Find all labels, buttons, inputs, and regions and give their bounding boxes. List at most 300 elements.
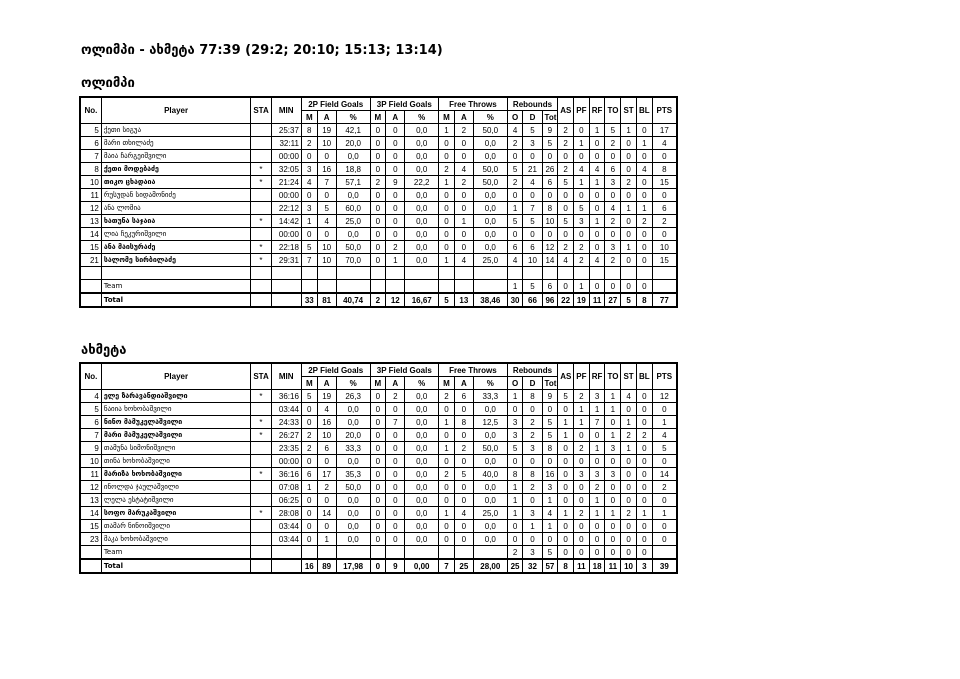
total-stat-p3p: 16,67 (405, 293, 439, 307)
stat-to: 0 (605, 189, 621, 202)
starter-mark (251, 403, 271, 416)
stat-tot: 5 (542, 416, 558, 429)
empty-cell (271, 280, 301, 294)
header-rebounds: Rebounds (507, 363, 558, 377)
stat-o: 3 (507, 416, 523, 429)
total-stat-st: 5 (621, 293, 637, 307)
minutes: 21:24 (271, 176, 301, 189)
stat-tot: 0 (542, 150, 558, 163)
stat-d: 5 (523, 124, 542, 137)
empty-cell (386, 280, 405, 294)
empty-cell (301, 280, 317, 294)
stat-pf: 2 (574, 390, 590, 403)
stat-p2a: 0 (317, 455, 336, 468)
player-number: 14 (80, 228, 101, 241)
total-row (80, 559, 677, 573)
subheader-a: A (386, 111, 405, 124)
stat-to: 4 (605, 202, 621, 215)
stat-as: 0 (558, 481, 574, 494)
empty-cell (439, 280, 455, 294)
stat-p2p: 18,8 (336, 163, 370, 176)
stat-tot: 5 (542, 137, 558, 150)
stat-p3a: 0 (386, 189, 405, 202)
stat-p3m: 0 (370, 202, 386, 215)
stat-st: 0 (621, 189, 637, 202)
stat-fta: 0 (454, 494, 473, 507)
stat-p3a: 0 (386, 150, 405, 163)
stat-pf: 1 (574, 176, 590, 189)
player-name: ლელა ესტატიშვილი (101, 494, 251, 507)
player-row (80, 176, 677, 189)
stat-p3a: 0 (386, 494, 405, 507)
stat-p3m: 0 (370, 455, 386, 468)
stat-p2m: 0 (301, 507, 317, 520)
stat-p3m: 0 (370, 468, 386, 481)
player-name: თიკო ცხადაია (101, 176, 251, 189)
stat-p2p: 0,0 (336, 494, 370, 507)
stat-fta: 0 (454, 455, 473, 468)
player-row (80, 468, 677, 481)
stat-rf: 0 (589, 189, 605, 202)
total-stat-p3m: 0 (370, 559, 386, 573)
stat-to: 6 (605, 163, 621, 176)
player-name: რუსუდან სიდამონიძე (101, 189, 251, 202)
stat-tot: 8 (542, 202, 558, 215)
player-name: ხათუნა საჯაია (101, 215, 251, 228)
stat-p2a: 4 (317, 215, 336, 228)
stat-p3p: 0,0 (405, 429, 439, 442)
stat-d: 2 (523, 481, 542, 494)
stat-pts: 0 (652, 494, 677, 507)
player-name: ანა ლომია (101, 202, 251, 215)
empty-cell (386, 267, 405, 280)
stat-pts: 2 (652, 215, 677, 228)
total-stat-ftm: 5 (439, 293, 455, 307)
stat-st: 0 (621, 481, 637, 494)
stat-to: 2 (605, 215, 621, 228)
stat-fta: 0 (454, 228, 473, 241)
stat-pts: 4 (652, 137, 677, 150)
player-row (80, 455, 677, 468)
stat-d: 3 (523, 137, 542, 150)
minutes: 32:05 (271, 163, 301, 176)
stat-p2p: 50,0 (336, 481, 370, 494)
stat-ftm: 2 (439, 390, 455, 403)
stat-pts: 0 (652, 520, 677, 533)
stat-o: 2 (507, 176, 523, 189)
stat-p2a: 16 (317, 416, 336, 429)
player-number: 11 (80, 189, 101, 202)
empty-cell (454, 280, 473, 294)
player-name: მარი თხილაძე (101, 137, 251, 150)
player-row (80, 137, 677, 150)
starter-mark: * (251, 215, 271, 228)
stat-st: 0 (621, 533, 637, 546)
starter-mark (251, 189, 271, 202)
stat-as: 0 (558, 150, 574, 163)
stat-to: 0 (605, 150, 621, 163)
stat-bl: 0 (636, 520, 652, 533)
stat-bl: 0 (636, 468, 652, 481)
stat-p2a: 4 (317, 403, 336, 416)
player-name: ნინო მამუკელაშვილი (101, 416, 251, 429)
stat-pts: 15 (652, 176, 677, 189)
stat-bl: 1 (636, 202, 652, 215)
total-stat-p2a: 89 (317, 559, 336, 573)
starter-mark (251, 442, 271, 455)
player-row (80, 228, 677, 241)
stat-ftm: 0 (439, 228, 455, 241)
stat-ftp: 0,0 (473, 481, 507, 494)
stat-p3p: 0,0 (405, 124, 439, 137)
stat-as: 5 (558, 215, 574, 228)
player-number: 13 (80, 215, 101, 228)
subheader-pct: % (405, 377, 439, 390)
stat-o: 8 (507, 468, 523, 481)
header-to: TO (605, 363, 621, 390)
stat-pf: 3 (574, 215, 590, 228)
player-number: 5 (80, 403, 101, 416)
player-name: სოფო მარუკაშვილი (101, 507, 251, 520)
stat-p2p: 42,1 (336, 124, 370, 137)
stat-pts: 6 (652, 202, 677, 215)
stat-tot: 10 (542, 215, 558, 228)
stat-p2m: 0 (301, 533, 317, 546)
stat-pf: 0 (574, 228, 590, 241)
stat-p2m: 0 (301, 403, 317, 416)
empty-cell (605, 267, 621, 280)
subheader-tot: Tot (542, 377, 558, 390)
stat-p3m: 2 (370, 176, 386, 189)
header-sta: STA (251, 97, 271, 124)
stat-pf: 1 (574, 137, 590, 150)
header-min: MIN (271, 363, 301, 390)
stat-bl: 0 (636, 150, 652, 163)
player-name: ელე ზარავანდიაშვილი (101, 390, 251, 403)
starter-mark: * (251, 507, 271, 520)
stat-ftp: 0,0 (473, 429, 507, 442)
stat-bl: 0 (636, 416, 652, 429)
stat-pts: 14 (652, 468, 677, 481)
stat-p2a: 19 (317, 124, 336, 137)
stat-pf: 5 (574, 202, 590, 215)
stat-fta: 5 (454, 468, 473, 481)
header-as: AS (558, 97, 574, 124)
empty-cell (370, 267, 386, 280)
total-stat-p2a: 81 (317, 293, 336, 307)
team-row (80, 546, 677, 560)
stat-p2p: 0,0 (336, 520, 370, 533)
player-number: 4 (80, 390, 101, 403)
player-row (80, 390, 677, 403)
team-stat-bl: 0 (636, 280, 652, 294)
stat-to: 2 (605, 254, 621, 267)
stat-p3a: 0 (386, 533, 405, 546)
stat-pf: 0 (574, 520, 590, 533)
total-stat-tot: 96 (542, 293, 558, 307)
stat-d: 2 (523, 416, 542, 429)
stat-p3a: 0 (386, 442, 405, 455)
total-stat-bl: 3 (636, 559, 652, 573)
stat-tot: 8 (542, 442, 558, 455)
subheader-pct: % (336, 377, 370, 390)
minutes: 24:33 (271, 416, 301, 429)
total-stat-st: 10 (621, 559, 637, 573)
stat-p2m: 0 (301, 416, 317, 429)
minutes: 36:16 (271, 468, 301, 481)
header-free-throws: Free Throws (439, 363, 508, 377)
team-row-label: Team (101, 546, 251, 560)
stat-p2m: 0 (301, 494, 317, 507)
header-sta: STA (251, 363, 271, 390)
team-stat-o: 2 (507, 546, 523, 560)
stat-p3a: 7 (386, 416, 405, 429)
stat-tot: 12 (542, 241, 558, 254)
empty-cell (80, 280, 101, 294)
starter-mark (251, 124, 271, 137)
stat-pf: 0 (574, 429, 590, 442)
total-stat-p2p: 17,98 (336, 559, 370, 573)
subheader-d: D (523, 111, 542, 124)
player-name: მარი მამუკელაშვილი (101, 429, 251, 442)
stat-p2m: 4 (301, 176, 317, 189)
stat-p3p: 0,0 (405, 455, 439, 468)
starter-mark (251, 228, 271, 241)
total-stat-rf: 18 (589, 559, 605, 573)
stat-pf: 0 (574, 150, 590, 163)
player-number: 10 (80, 455, 101, 468)
empty-cell (386, 546, 405, 560)
player-name: თამარ ნინოიშვილი (101, 520, 251, 533)
stat-p3m: 0 (370, 228, 386, 241)
stat-tot: 16 (542, 468, 558, 481)
stat-o: 1 (507, 202, 523, 215)
stat-p2m: 5 (301, 390, 317, 403)
stat-as: 0 (558, 494, 574, 507)
stat-to: 1 (605, 507, 621, 520)
starter-mark: * (251, 254, 271, 267)
header-st: ST (621, 97, 637, 124)
player-name: ნაიია ხოხობაშვილი (101, 403, 251, 416)
stat-to: 1 (605, 390, 621, 403)
stat-d: 4 (523, 176, 542, 189)
stat-o: 0 (507, 150, 523, 163)
stat-d: 0 (523, 494, 542, 507)
empty-cell (271, 267, 301, 280)
stat-pf: 2 (574, 507, 590, 520)
stat-bl: 0 (636, 390, 652, 403)
stat-p2p: 0,0 (336, 228, 370, 241)
stat-as: 0 (558, 442, 574, 455)
empty-cell (405, 267, 439, 280)
stat-st: 0 (621, 215, 637, 228)
player-name: მარიზა ხოხობაშვილი (101, 468, 251, 481)
stat-bl: 0 (636, 241, 652, 254)
stat-p2p: 0,0 (336, 189, 370, 202)
subheader-tot: Tot (542, 111, 558, 124)
empty-cell (473, 267, 507, 280)
starter-mark (251, 481, 271, 494)
stat-rf: 0 (589, 150, 605, 163)
stat-bl: 0 (636, 494, 652, 507)
player-number: 15 (80, 520, 101, 533)
stat-p2p: 0,0 (336, 150, 370, 163)
empty-cell (507, 267, 523, 280)
stat-ftm: 1 (439, 176, 455, 189)
stat-ftp: 0,0 (473, 494, 507, 507)
starter-mark: * (251, 429, 271, 442)
stat-p3p: 0,0 (405, 241, 439, 254)
stat-o: 1 (507, 390, 523, 403)
stat-fta: 0 (454, 150, 473, 163)
empty-cell (251, 280, 271, 294)
total-stat-pf: 19 (574, 293, 590, 307)
player-number: 15 (80, 241, 101, 254)
stat-bl: 0 (636, 189, 652, 202)
stat-bl: 2 (636, 215, 652, 228)
stat-ftm: 1 (439, 124, 455, 137)
team-row-label: Team (101, 280, 251, 294)
stat-p3a: 0 (386, 228, 405, 241)
stat-p3a: 0 (386, 468, 405, 481)
minutes: 22:18 (271, 241, 301, 254)
subheader-a: A (317, 111, 336, 124)
starter-mark: * (251, 176, 271, 189)
stat-p2p: 0,0 (336, 507, 370, 520)
total-stat-d: 66 (523, 293, 542, 307)
player-row (80, 429, 677, 442)
stat-d: 7 (523, 202, 542, 215)
stat-p3a: 9 (386, 176, 405, 189)
stat-ftp: 50,0 (473, 176, 507, 189)
stat-p3p: 0,0 (405, 189, 439, 202)
team-stat-tot: 6 (542, 280, 558, 294)
stat-d: 6 (523, 241, 542, 254)
total-stat-fta: 25 (454, 559, 473, 573)
stat-as: 5 (558, 390, 574, 403)
total-stat-ftp: 38,46 (473, 293, 507, 307)
player-number: 13 (80, 494, 101, 507)
minutes: 03:44 (271, 520, 301, 533)
header-no: No. (80, 97, 101, 124)
empty-cell (336, 280, 370, 294)
team-stat-to: 0 (605, 280, 621, 294)
stat-pf: 0 (574, 455, 590, 468)
team-stat-st: 0 (621, 546, 637, 560)
header-2p-field-goals: 2P Field Goals (301, 363, 370, 377)
minutes: 00:00 (271, 189, 301, 202)
total-stat-p3p: 0,00 (405, 559, 439, 573)
stat-p3a: 0 (386, 481, 405, 494)
stat-rf: 7 (589, 416, 605, 429)
stat-ftp: 25,0 (473, 507, 507, 520)
stat-as: 1 (558, 429, 574, 442)
team-stat-o: 1 (507, 280, 523, 294)
empty-cell (652, 546, 677, 560)
stat-p3a: 0 (386, 403, 405, 416)
player-row (80, 254, 677, 267)
header-2p-field-goals: 2P Field Goals (301, 97, 370, 111)
team-stat-pf: 0 (574, 546, 590, 560)
stat-fta: 0 (454, 202, 473, 215)
stat-bl: 0 (636, 442, 652, 455)
stat-ftp: 0,0 (473, 403, 507, 416)
stat-p3m: 0 (370, 403, 386, 416)
stat-ftm: 0 (439, 494, 455, 507)
stat-st: 0 (621, 254, 637, 267)
player-row (80, 442, 677, 455)
stat-p2a: 7 (317, 176, 336, 189)
subheader-a: A (454, 377, 473, 390)
minutes: 14:42 (271, 215, 301, 228)
player-number: 8 (80, 163, 101, 176)
stat-to: 1 (605, 429, 621, 442)
stat-rf: 4 (589, 163, 605, 176)
stat-ftp: 0,0 (473, 455, 507, 468)
stat-rf: 4 (589, 254, 605, 267)
stat-p2m: 2 (301, 429, 317, 442)
stat-fta: 1 (454, 215, 473, 228)
empty-cell (454, 267, 473, 280)
empty-cell (621, 267, 637, 280)
empty-cell (317, 267, 336, 280)
header-min: MIN (271, 97, 301, 124)
stat-ftp: 12,5 (473, 416, 507, 429)
stat-p3p: 0,0 (405, 150, 439, 163)
stat-ftp: 0,0 (473, 241, 507, 254)
stat-ftp: 0,0 (473, 533, 507, 546)
stat-fta: 2 (454, 442, 473, 455)
stat-p2m: 0 (301, 455, 317, 468)
stat-p2a: 0 (317, 189, 336, 202)
stat-rf: 0 (589, 228, 605, 241)
stat-ftp: 0,0 (473, 520, 507, 533)
stat-st: 1 (621, 416, 637, 429)
total-stat-p2p: 40,74 (336, 293, 370, 307)
stat-fta: 4 (454, 254, 473, 267)
stat-pts: 1 (652, 507, 677, 520)
team-stat-d: 3 (523, 546, 542, 560)
starter-mark (251, 150, 271, 163)
stat-p2m: 7 (301, 254, 317, 267)
player-number: 14 (80, 507, 101, 520)
subheader-o: O (507, 377, 523, 390)
stat-p2a: 19 (317, 390, 336, 403)
header-as: AS (558, 363, 574, 390)
stat-p3m: 0 (370, 481, 386, 494)
stat-o: 3 (507, 429, 523, 442)
empty-cell (317, 280, 336, 294)
total-stat-p3m: 2 (370, 293, 386, 307)
stat-o: 0 (507, 403, 523, 416)
stat-tot: 26 (542, 163, 558, 176)
player-number: 23 (80, 533, 101, 546)
stat-rf: 0 (589, 533, 605, 546)
stat-p3p: 22,2 (405, 176, 439, 189)
total-stat-pts: 77 (652, 293, 677, 307)
stat-d: 21 (523, 163, 542, 176)
total-stat-to: 11 (605, 559, 621, 573)
stat-rf: 1 (589, 442, 605, 455)
stat-d: 0 (523, 189, 542, 202)
total-stat-rf: 11 (589, 293, 605, 307)
stat-ftm: 2 (439, 468, 455, 481)
player-number: 7 (80, 150, 101, 163)
stat-rf: 0 (589, 429, 605, 442)
stat-fta: 6 (454, 390, 473, 403)
minutes: 00:00 (271, 150, 301, 163)
stat-tot: 1 (542, 520, 558, 533)
